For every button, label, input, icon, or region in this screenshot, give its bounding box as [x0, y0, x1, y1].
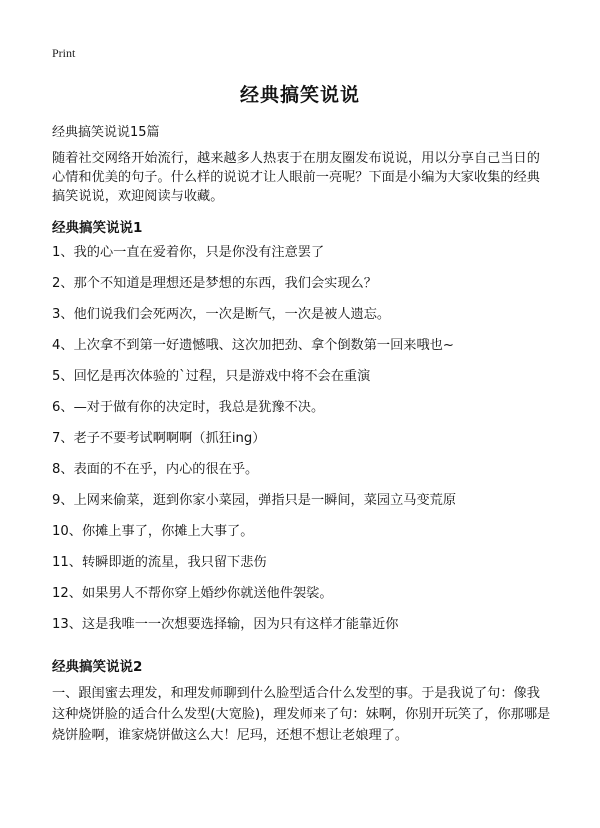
list-item: 9、上网来偷菜，逛到你家小菜园，弹指只是一瞬间，菜园立马变荒原 — [52, 493, 457, 508]
section-heading-2: 经典搞笑说说2 — [52, 659, 143, 675]
section-2-paragraph: 一、跟闺蜜去理发，和理发师聊到什么脸型适合什么发型的事。于是我说了句：像我这种烧饼脸的适合什么发型(大宽脸)，理发师来了句：妹啊，你别开玩笑了，你那哪是烧饼脸啊，谁家烧饼做这么大！尼玛，还想不想让老娘理了。 — [52, 686, 551, 743]
list-item: 12、如果男人不帮你穿上婚纱你就送他件袈裟。 — [52, 586, 333, 601]
list-item: 10、你摊上事了，你摊上大事了。 — [52, 524, 254, 539]
article-subtitle: 经典搞笑说说15篇 — [52, 125, 160, 140]
list-item: 5、回忆是再次体验的`过程，只是游戏中将不会在重演 — [52, 369, 371, 384]
section-1-list — [52, 244, 552, 647]
list-item: 7、老子不要考试啊啊啊（抓狂ing） — [52, 431, 266, 446]
list-item: 1、我的心一直在爱着你，只是你没有注意罢了 — [52, 245, 325, 260]
list-item: 13、这是我唯一一次想要选择输，因为只有这样才能靠近你 — [52, 617, 399, 632]
list-item: 4、上次拿不到第一好遗憾哦、这次加把劲、拿个倒数第一回来哦也~ — [52, 338, 454, 353]
list-item: 3、他们说我们会死两次，一次是断气，一次是被人遗忘。 — [52, 307, 391, 322]
list-item: 6、—对于做有你的决定时，我总是犹豫不决。 — [52, 400, 325, 415]
page-title: 经典搞笑说说 — [239, 84, 360, 106]
intro-paragraph: 随着社交网络开始流行，越来越多人热衷于在朋友圈发布说说，用以分享自己当日的心情和优美的句子。什么样的说说才让人眼前一亮呢？下面是小编为大家收集的经典搞笑说说，欢迎阅读与收藏。 — [52, 151, 540, 204]
list-item: 8、表面的不在乎，内心的很在乎。 — [52, 462, 259, 477]
list-item: 2、那个不知道是理想还是梦想的东西，我们会实现么？ — [52, 276, 377, 291]
section-heading-1: 经典搞笑说说1 — [52, 220, 143, 236]
print-link[interactable]: Print — [52, 46, 76, 60]
list-item: 11、转瞬即逝的流星，我只留下悲伤 — [52, 555, 267, 570]
